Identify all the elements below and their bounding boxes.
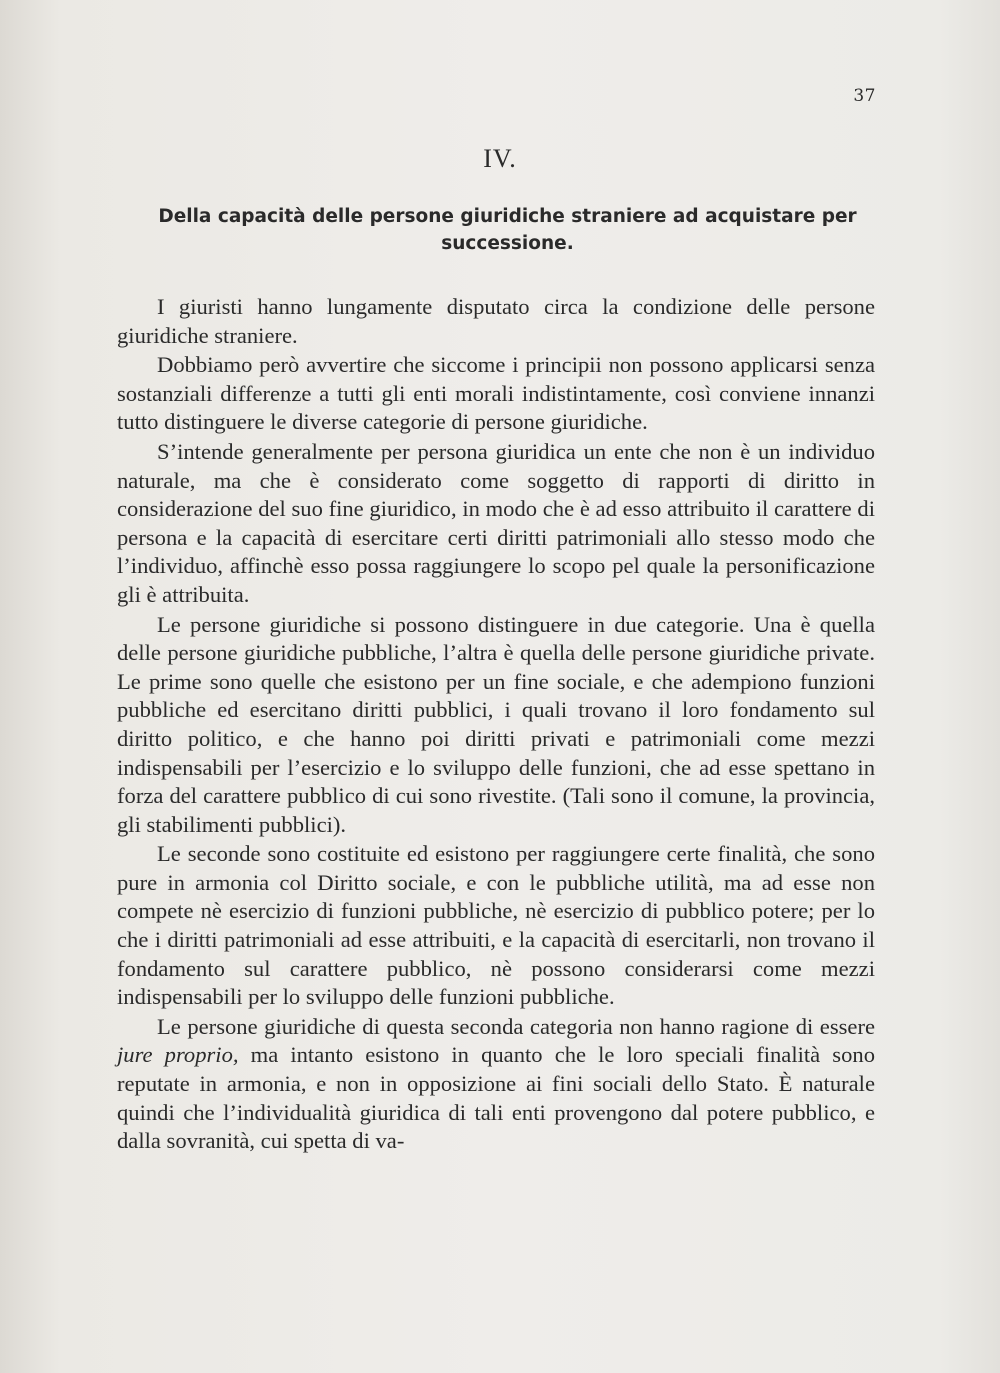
page-number: 37 xyxy=(853,86,876,106)
paragraph-6-start: Le persone giuridiche di questa seconda categoria non hanno ragione di essere xyxy=(157,1013,875,1039)
latin-phrase: jure proprio, xyxy=(117,1042,239,1068)
paragraph-2: Dobbiamo però avvertire che siccome i principii non possono applicarsi senza sostanziali differenze a tutti gli enti morali indistintamente, così conviene innanzi tutto distinguere le diverse categorie di persone giuridiche. xyxy=(117,352,875,435)
paragraph-4: Le persone giuridiche si possono distinguere in due categorie. Una è quella delle persone giuridiche pubbliche, l’altra è quella delle persone giuridiche private. Le prime sono quelle che esistono per un fine sociale, e che adempiono funzioni pubbliche ed esercitano diritti pubblici, i quali trovano il loro fondamento sul diritto politico, e che hanno poi diritti privati e patrimoniali come mezzi indispensabili per l’esercizio e lo sviluppo delle funzioni, che ad esse spettano in forza del carattere pubblico di cui sono rivestite. (Tali sono il comune, la provincia, gli stabilimenti pubblici). xyxy=(117,611,875,837)
paragraph-6-end: ma intanto esistono in quanto che le loro speciali finalità sono reputate in armonia, e non in opposizione ai fini sociali dello Stato. È naturale quindi che l’individualità giuridica di tali enti provengono dal potere pubblico, e dalla sovranità, cui spetta di va- xyxy=(117,1042,875,1154)
paragraph-5: Le seconde sono costituite ed esistono per raggiungere certe finalità, che sono pure in armonia col Diritto sociale, e con le pubbliche utilità, ma ad esse non compete nè esercizio di funzioni pubbliche, nè esercizio di pubblico potere; per lo che i diritti patrimoniali ad esse attribuiti, e la capacità di esercitarli, non trovano il fondamento sul carattere pubblico, nè possono considerarsi come mezzi indispensabili per lo sviluppo delle funzioni pubbliche. xyxy=(117,841,875,1010)
chapter-numeral: IV. xyxy=(483,144,517,173)
paragraph-6 xyxy=(117,1013,875,1156)
chapter-title: Della capacità delle persone giuridiche straniere ad acquistare per successione. xyxy=(158,206,857,254)
paragraph-3: S’intende generalmente per persona giuridica un ente che non è un individuo naturale, ma che è considerato come soggetto di rapporti di diritto in considerazione del suo fine giuridico, in modo che è ad esso attribuito il carattere di persona e la capacità di esercitare certi diritti patrimoniali allo stesso modo che l’individuo, affinchè esso possa raggiungere lo scopo pel quale la personificazione gli è attribuita. xyxy=(117,438,875,607)
body-text xyxy=(117,293,875,1156)
paragraph-1: I giuristi hanno lungamente disputato circa la condizione delle persone giuridiche straniere. xyxy=(117,294,875,348)
